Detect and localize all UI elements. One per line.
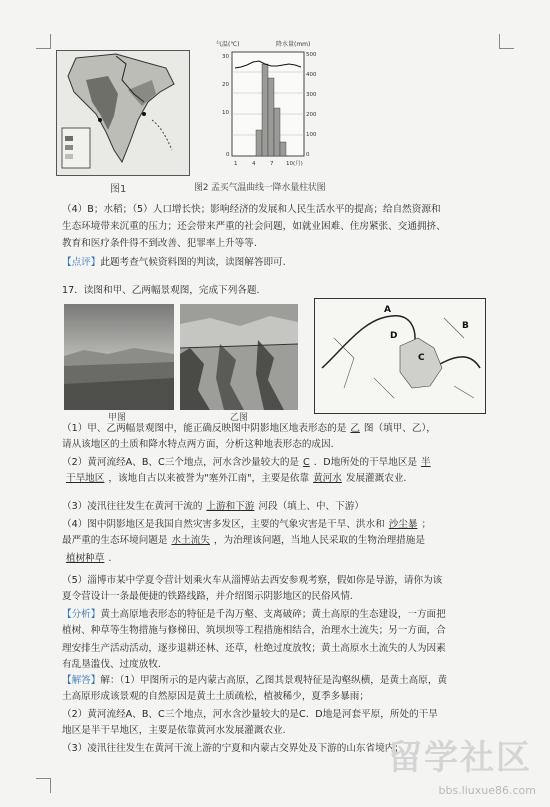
temperature-axis-label: 气温(℃) xyxy=(216,41,240,48)
text-line xyxy=(62,438,492,452)
text-line xyxy=(62,500,492,514)
text-line xyxy=(62,220,492,234)
page-corner-mark xyxy=(36,34,51,49)
section-tag: 【分析】 xyxy=(62,609,101,620)
text-line xyxy=(62,534,492,548)
text-run: （2）黄河流经A、B、C三个地点，河水含沙量较大的是 xyxy=(62,457,300,468)
photo-yi-loess-gullies xyxy=(180,304,298,410)
svg-text:C: C xyxy=(418,353,425,363)
figure-2-caption: 图2 孟买气温曲线一降水量柱状图 xyxy=(194,183,326,193)
text-line xyxy=(62,574,492,588)
text-line xyxy=(62,472,492,486)
text-run: （3）凌汛往往发生在黄河干流上游的宁夏和内蒙古交界处及下游的山东省境内； xyxy=(62,743,404,754)
watermark-logo: 留学社区 xyxy=(388,738,532,778)
text-run: 请从该地区的土质和降水特点两方面，分析这种地表形态的成因. xyxy=(62,439,334,450)
text-line xyxy=(62,624,492,638)
text-run: 有乱垦滥伐、过度放牧. xyxy=(62,659,161,670)
section-tag: 【点评】 xyxy=(62,257,101,268)
text-run: ，为治理该问题，当地人民采取的生物治理措施是 xyxy=(213,535,425,546)
text-run: （2）黄河流经A、B、C三个地点，河水含沙量较大的是C．D地是河套平原，所处的干旱 xyxy=(62,709,438,720)
text-line xyxy=(62,552,492,566)
text-line xyxy=(62,456,492,470)
answer-blank: C xyxy=(303,457,310,468)
month-tick: 1 xyxy=(234,161,238,167)
text-run: 黄土高原地表形态的特征是千沟万壑、支离破碎；黄土高原的生态建设，一方面把 xyxy=(100,609,446,620)
answer-blank: 半 xyxy=(421,457,431,468)
text-run: （4）图中阴影地区是我国自然灾害多发区，主要的气象灾害是干旱、洪水和 xyxy=(62,519,385,530)
answer-blank: 干旱地区 xyxy=(66,473,105,484)
text-line xyxy=(62,658,492,672)
text-run: ．D地所处的干旱地区是 xyxy=(313,457,418,468)
text-line xyxy=(62,690,492,704)
text-run: （5）淄博市某中学夏令营计划乘火车从淄博站去西安参观考察，假如你是导游，请你为该 xyxy=(62,575,443,586)
text-run: ，该地自古以来被誉为"塞外江南"，主要是依靠 xyxy=(108,473,310,484)
precip-tick: 500 xyxy=(306,52,317,58)
text-run: 生态环境带来沉重的压力；还会带来严重的社会问题，如就业困难、住房紧张、交通拥挤、 xyxy=(62,221,446,232)
svg-text:D: D xyxy=(390,331,398,341)
text-run: （4）B；水稻；（5）人口增长快；影响经济的发展和人民生活水平的提高；给自然资源和 xyxy=(62,204,441,215)
svg-text:B: B xyxy=(462,321,469,331)
answer-blank: 乙 xyxy=(350,423,360,434)
text-run: 发展灌溉农业. xyxy=(345,473,407,484)
text-line xyxy=(62,674,492,688)
answer-blank: 沙尘暴 xyxy=(388,519,418,530)
text-line xyxy=(62,708,492,722)
temp-tick: 30 xyxy=(222,54,229,60)
text-line xyxy=(62,642,492,656)
answer-blank: 植树种草 xyxy=(66,553,105,564)
precip-tick: 100 xyxy=(306,132,317,138)
temp-tick: 20 xyxy=(222,82,229,88)
precipitation-axis-label: 降水量(mm) xyxy=(276,41,311,48)
text-run: （1）甲、乙两幅景观图中，能正确反映图中阴影地区地表形态的是 xyxy=(62,423,347,434)
climate-chart-figure xyxy=(214,38,322,178)
section-tag: 【解答】 xyxy=(62,675,101,686)
text-run: 河段（填上、中、下游） xyxy=(258,501,364,512)
precip-tick: 400 xyxy=(306,72,317,78)
text-line xyxy=(62,608,492,622)
text-run: 图（填甲、乙）， xyxy=(363,423,436,434)
watermark-url: bbs.liuxue86.com xyxy=(438,784,536,797)
text-run: 17．读图和甲、乙两幅景观图，完成下列各题. xyxy=(62,285,260,296)
text-run: 最严重的生态环境问题是 xyxy=(62,535,168,546)
temp-tick: 10 xyxy=(222,110,229,116)
answer-blank: 水土流失 xyxy=(171,535,210,546)
text-run: 教育和医疗条件得不到改善、犯罪率上升等等. xyxy=(62,238,257,249)
month-tick: 10(月) xyxy=(286,161,303,167)
answer-blank: 上游和下游 xyxy=(206,501,255,512)
page-corner-mark xyxy=(499,34,514,49)
text-run: ； xyxy=(421,519,432,530)
text-run: 夏令营设计一条最便捷的铁路线路，并介绍图示阴影地区的民俗风情. xyxy=(62,591,353,602)
photo-jia-caption: 甲图 xyxy=(108,413,127,423)
text-line xyxy=(62,284,492,298)
india-map-figure xyxy=(56,50,190,176)
precip-tick: 300 xyxy=(306,92,317,98)
precip-tick: 0 xyxy=(306,152,310,158)
text-line xyxy=(62,237,492,251)
temp-tick: 0 xyxy=(226,152,230,158)
text-line xyxy=(62,256,492,270)
month-tick: 4 xyxy=(252,161,256,167)
text-line xyxy=(62,422,492,436)
photo-jia-plateau xyxy=(64,304,174,410)
answer-blank: 黄河水 xyxy=(313,473,342,484)
text-line xyxy=(62,203,492,217)
svg-text:A: A xyxy=(384,305,391,315)
text-run: 此题考查气候资料图的判读，读图解答即可. xyxy=(100,257,286,268)
text-line xyxy=(62,590,492,604)
month-tick: 7 xyxy=(270,161,274,167)
text-run: 植树、种草等生物措施与修梯田、筑坝坝等工程措施相结合，治理水土流失；另一方面，合 xyxy=(62,625,446,636)
figure-1-caption: 图1 xyxy=(110,184,127,195)
text-run: 地区是半干旱地区，主要是依靠黄河水发展灌溉农业. xyxy=(62,725,286,736)
yellow-river-map xyxy=(314,298,486,414)
text-line xyxy=(62,518,492,532)
page-corner-mark xyxy=(36,778,51,793)
text-run: 土高原形成该景观的自然原因是黄土土质疏松，植被稀少，夏季多暴雨； xyxy=(62,691,369,702)
text-run: 解：（1）甲图所示的是内蒙古高原，乙图其景观特征是沟壑纵横，是黄土高原，黄 xyxy=(100,675,448,686)
precip-tick: 200 xyxy=(306,112,317,118)
photo-yi-caption: 乙图 xyxy=(230,413,249,423)
text-run: 理安排生产活动活动，逐步退耕还林、还草，杜绝过度放牧；黄土高原水土流失的人为因素 xyxy=(62,643,446,654)
text-run: （3）凌汛往往发生在黄河干流的 xyxy=(62,501,203,512)
text-run: . xyxy=(108,553,112,564)
